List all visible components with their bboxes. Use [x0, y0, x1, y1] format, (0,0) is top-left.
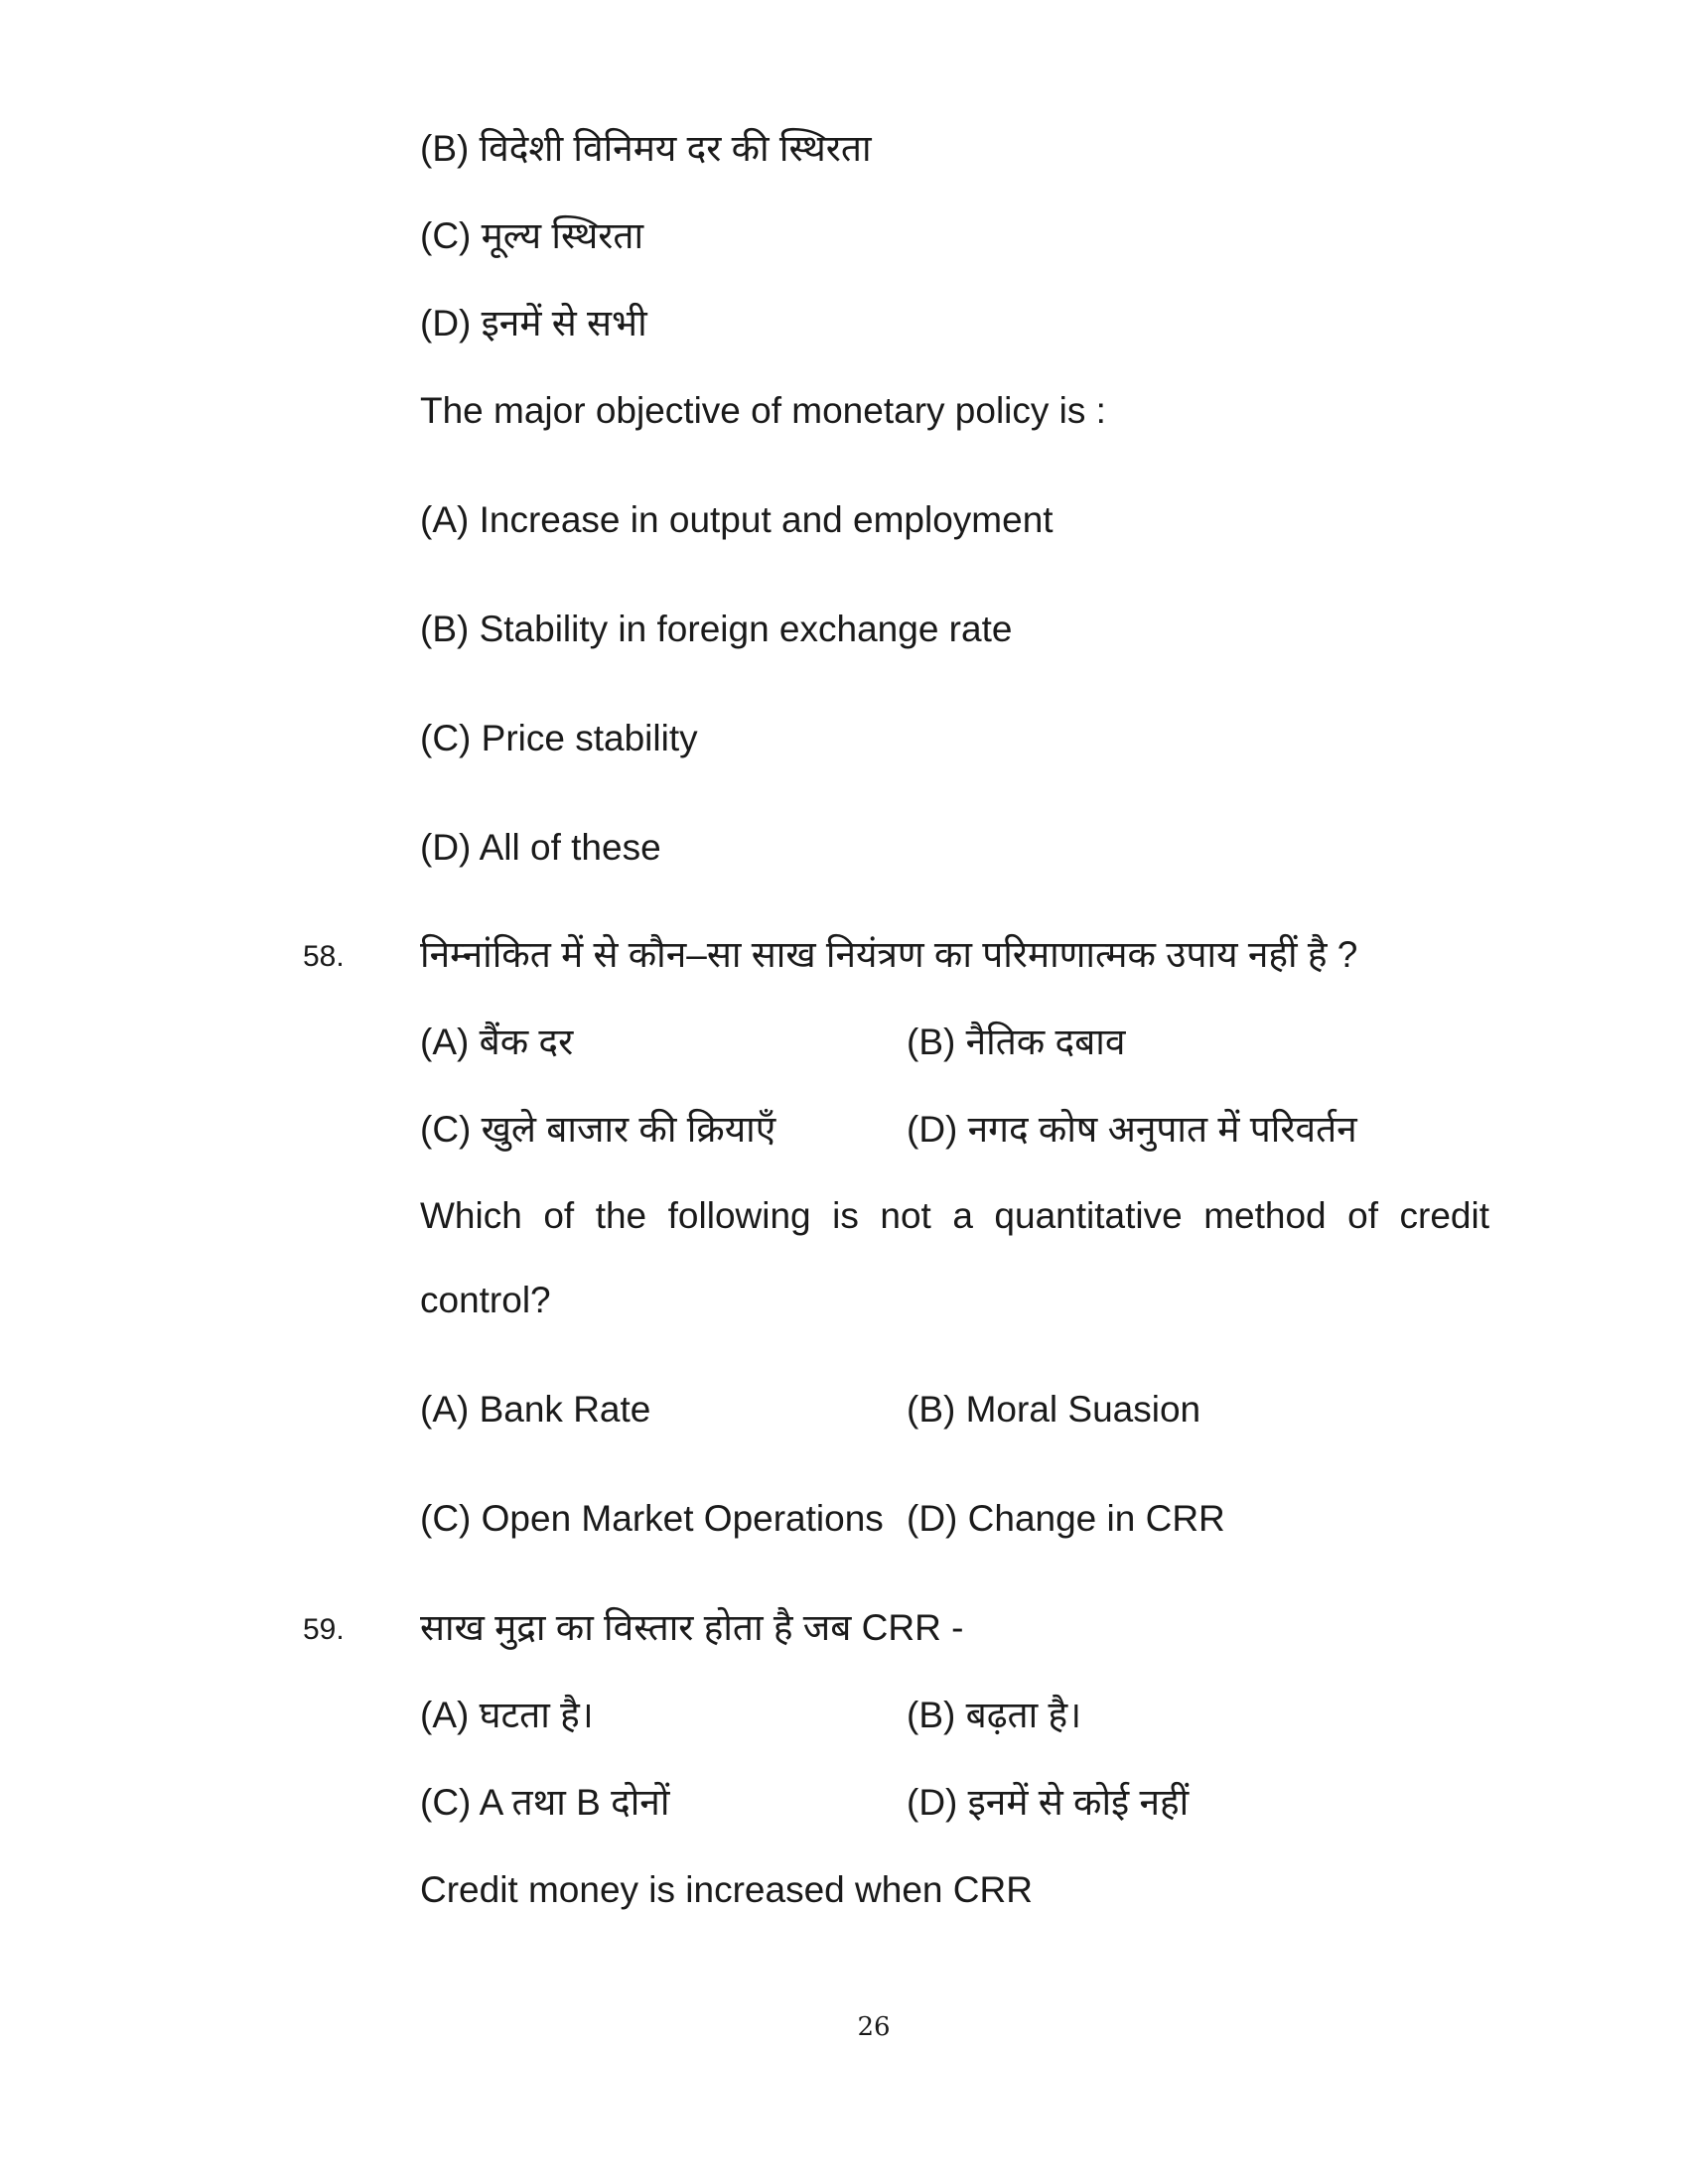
q58-hindi-option-a: (A) बैंक दर: [420, 1022, 574, 1062]
q59-hindi-question: साख मुद्रा का विस्तार होता है जब CRR -: [420, 1607, 964, 1648]
q57-english-option-a: (A) Increase in output and employment: [420, 499, 1054, 540]
q58-hindi-option-b: (B) नैतिक दबाव: [907, 1022, 1126, 1062]
q58-hindi-option-d: (D) नगद कोष अनुपात में परिवर्तन: [907, 1109, 1357, 1150]
q57-english-option-b: (B) Stability in foreign exchange rate: [420, 609, 1013, 649]
q59-english-question: Credit money is increased when CRR: [420, 1869, 1033, 1910]
q57-hindi-option-d: (D) इनमें से सभी: [420, 303, 647, 343]
q58-number: 58.: [303, 940, 345, 973]
q59-hindi-option-d: (D) इनमें से कोई नहीं: [907, 1782, 1190, 1823]
q58-english-option-d: (D) Change in CRR: [907, 1498, 1225, 1539]
q59-hindi-option-b: (B) बढ़ता है।: [907, 1695, 1082, 1735]
q58-english-option-b: (B) Moral Suasion: [907, 1389, 1201, 1430]
page-number: 26: [857, 2012, 891, 2042]
q59-hindi-option-a: (A) घटता है।: [420, 1695, 594, 1735]
q57-english-option-c: (C) Price stability: [420, 718, 698, 758]
q59-number: 59.: [303, 1613, 345, 1646]
q57-english-option-d: (D) All of these: [420, 827, 661, 868]
q58-english-option-c: (C) Open Market Operations: [420, 1498, 884, 1539]
q59-hindi-option-c: (C) A तथा B दोनों: [420, 1782, 670, 1823]
q58-english-question-line2: control?: [420, 1280, 551, 1320]
q57-hindi-option-b: (B) विदेशी विनिमय दर की स्थिरता: [420, 128, 872, 169]
q58-hindi-question: निम्नांकित में से कौन–सा साख नियंत्रण का परिमाणात्मक उपाय नहीं है ?: [420, 934, 1358, 975]
q58-hindi-option-c: (C) खुले बाजार की क्रियाएँ: [420, 1109, 776, 1150]
q57-hindi-option-c: (C) मूल्य स्थिरता: [420, 215, 644, 256]
q58-english-question-line1: Which of the following is not a quantitative method of credit: [420, 1195, 1489, 1236]
q57-english-question: The major objective of monetary policy is :: [420, 390, 1106, 431]
q58-english-option-a: (A) Bank Rate: [420, 1389, 651, 1430]
